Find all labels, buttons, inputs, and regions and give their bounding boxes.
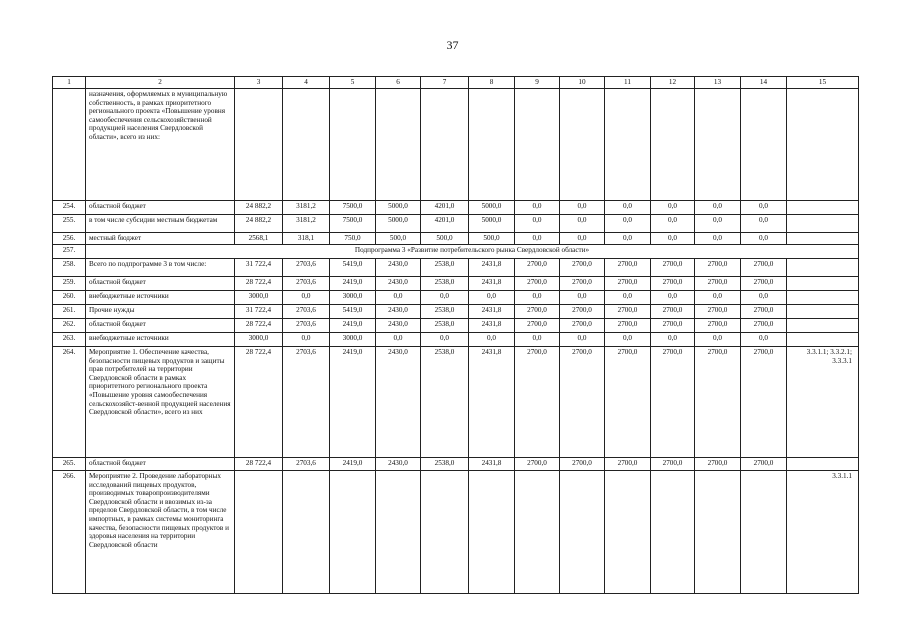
table-row bbox=[53, 89, 859, 201]
value-cell: 2700,0 bbox=[605, 305, 651, 319]
value-cell: 2700,0 bbox=[695, 458, 741, 471]
value-cell: 4201,0 bbox=[421, 201, 469, 215]
value-cell: 0,0 bbox=[560, 201, 605, 215]
value-cell: 2700,0 bbox=[651, 458, 695, 471]
value-cell: 2700,0 bbox=[741, 259, 787, 277]
row-number-cell: 255. bbox=[53, 215, 86, 233]
value-cell: 500,0 bbox=[376, 233, 421, 245]
value-cell: 500,0 bbox=[421, 233, 469, 245]
value-cell: 3000,0 bbox=[235, 333, 283, 347]
value-cell: 2430,0 bbox=[376, 347, 421, 458]
column-number-cell: 4 bbox=[283, 77, 330, 89]
description-cell: внебюджетные источники bbox=[86, 291, 235, 305]
value-cell: 2700,0 bbox=[515, 259, 560, 277]
column-number-cell: 9 bbox=[515, 77, 560, 89]
row-number-cell: 254. bbox=[53, 201, 86, 215]
value-cell: 2538,0 bbox=[421, 347, 469, 458]
value-cell: 2700,0 bbox=[515, 347, 560, 458]
value-cell: 2538,0 bbox=[421, 319, 469, 333]
value-cell: 2700,0 bbox=[605, 458, 651, 471]
description-cell: Мероприятие 2. Проведение лабораторных исследований пищевых продуктов, производимых товаропроизводителями Свердловской области и ввозимых из-за пределов Свердловской области, в том числе импортных, в рамках системы мониторинга качества, безопасности пищевых продуктов и здоровья населения на территории Свердловской области bbox=[86, 471, 235, 594]
value-cell: 2568,1 bbox=[235, 233, 283, 245]
value-cell: 0,0 bbox=[605, 291, 651, 305]
value-cell: 0,0 bbox=[560, 233, 605, 245]
value-cell: 0,0 bbox=[560, 215, 605, 233]
value-cell: 31 722,4 bbox=[235, 259, 283, 277]
value-cell: 2538,0 bbox=[421, 259, 469, 277]
table-row bbox=[53, 215, 859, 233]
value-cell: 0,0 bbox=[741, 333, 787, 347]
value-cell: 0,0 bbox=[515, 291, 560, 305]
value-cell: 2703,6 bbox=[283, 305, 330, 319]
value-cell: 2700,0 bbox=[651, 347, 695, 458]
value-cell: 31 722,4 bbox=[235, 305, 283, 319]
description-cell: областной бюджет bbox=[86, 201, 235, 215]
target-code-cell bbox=[787, 215, 859, 233]
row-number-cell bbox=[53, 89, 86, 201]
value-cell: 2700,0 bbox=[651, 319, 695, 333]
row-number-cell: 265. bbox=[53, 458, 86, 471]
description-cell: местный бюджет bbox=[86, 233, 235, 245]
value-cell: 2431,8 bbox=[469, 259, 515, 277]
value-cell: 2700,0 bbox=[741, 347, 787, 458]
description-cell: Всего по подпрограмме 3 в том числе: bbox=[86, 259, 235, 277]
target-code-cell bbox=[787, 333, 859, 347]
value-cell: 0,0 bbox=[695, 233, 741, 245]
value-cell: 0,0 bbox=[605, 201, 651, 215]
value-cell: 0,0 bbox=[651, 201, 695, 215]
value-cell: 24 882,2 bbox=[235, 201, 283, 215]
value-cell: 2700,0 bbox=[560, 319, 605, 333]
value-cell: 2700,0 bbox=[651, 305, 695, 319]
value-cell bbox=[235, 89, 283, 201]
value-cell: 5000,0 bbox=[376, 201, 421, 215]
column-number-cell: 10 bbox=[560, 77, 605, 89]
column-number-cell: 11 bbox=[605, 77, 651, 89]
table-row bbox=[53, 319, 859, 333]
target-code-cell bbox=[787, 259, 859, 277]
value-cell: 2700,0 bbox=[695, 347, 741, 458]
column-number-row bbox=[53, 77, 859, 89]
value-cell: 2700,0 bbox=[560, 305, 605, 319]
value-cell: 0,0 bbox=[515, 215, 560, 233]
column-number-cell: 14 bbox=[741, 77, 787, 89]
row-number-cell: 261. bbox=[53, 305, 86, 319]
row-number-cell: 262. bbox=[53, 319, 86, 333]
value-cell: 2700,0 bbox=[560, 259, 605, 277]
value-cell: 2431,8 bbox=[469, 319, 515, 333]
value-cell: 5419,0 bbox=[330, 305, 376, 319]
value-cell: 0,0 bbox=[695, 201, 741, 215]
value-cell: 4201,0 bbox=[421, 215, 469, 233]
value-cell: 2700,0 bbox=[605, 259, 651, 277]
value-cell: 3000,0 bbox=[235, 291, 283, 305]
value-cell: 5000,0 bbox=[376, 215, 421, 233]
value-cell: 0,0 bbox=[651, 291, 695, 305]
target-code-cell: 3.3.1.1; 3.3.2.1; 3.3.3.1 bbox=[787, 347, 859, 458]
column-number-cell: 8 bbox=[469, 77, 515, 89]
value-cell: 318,1 bbox=[283, 233, 330, 245]
value-cell: 2700,0 bbox=[741, 319, 787, 333]
value-cell: 2700,0 bbox=[695, 259, 741, 277]
value-cell: 0,0 bbox=[651, 215, 695, 233]
value-cell: 2700,0 bbox=[741, 305, 787, 319]
value-cell: 0,0 bbox=[515, 233, 560, 245]
value-cell bbox=[469, 89, 515, 201]
value-cell: 24 882,2 bbox=[235, 215, 283, 233]
value-cell: 5000,0 bbox=[469, 215, 515, 233]
column-number-cell: 13 bbox=[695, 77, 741, 89]
value-cell: 2700,0 bbox=[515, 458, 560, 471]
target-code-cell bbox=[787, 458, 859, 471]
value-cell: 2703,6 bbox=[283, 277, 330, 291]
row-number-cell: 258. bbox=[53, 259, 86, 277]
value-cell: 2703,6 bbox=[283, 259, 330, 277]
description-cell: в том числе субсидии местным бюджетам bbox=[86, 215, 235, 233]
column-number-cell: 7 bbox=[421, 77, 469, 89]
description-cell: внебюджетные источники bbox=[86, 333, 235, 347]
table-row bbox=[53, 277, 859, 291]
value-cell: 2700,0 bbox=[695, 319, 741, 333]
value-cell: 2700,0 bbox=[741, 277, 787, 291]
value-cell bbox=[421, 471, 469, 594]
value-cell: 3000,0 bbox=[330, 333, 376, 347]
value-cell: 2538,0 bbox=[421, 458, 469, 471]
value-cell: 0,0 bbox=[695, 215, 741, 233]
value-cell: 7500,0 bbox=[330, 215, 376, 233]
target-code-cell: 3.3.1.1 bbox=[787, 471, 859, 594]
value-cell bbox=[376, 471, 421, 594]
value-cell: 0,0 bbox=[560, 291, 605, 305]
value-cell: 0,0 bbox=[376, 333, 421, 347]
value-cell bbox=[605, 471, 651, 594]
value-cell bbox=[283, 471, 330, 594]
value-cell: 2419,0 bbox=[330, 277, 376, 291]
target-code-cell bbox=[787, 233, 859, 245]
description-cell: Мероприятие 1. Обеспечение качества, безопасности пищевых продуктов и защиты прав потребителей на территории Свердловской области в рамках приоритетного регионального проекта «Повышение уровня самообеспечения сельскохозяйст-венной продукцией населения Свердловской области», всего из них bbox=[86, 347, 235, 458]
description-cell: областной бюджет bbox=[86, 458, 235, 471]
table-row bbox=[53, 291, 859, 305]
section-title-cell: Подпрограмма 3 «Развитие потребительского рынка Свердловской области» bbox=[86, 245, 859, 259]
table-row bbox=[53, 458, 859, 471]
row-number-cell: 256. bbox=[53, 233, 86, 245]
value-cell: 0,0 bbox=[695, 333, 741, 347]
value-cell: 2703,6 bbox=[283, 319, 330, 333]
value-cell: 5000,0 bbox=[469, 201, 515, 215]
table-body bbox=[53, 77, 859, 594]
table-row bbox=[53, 201, 859, 215]
value-cell: 2430,0 bbox=[376, 305, 421, 319]
row-number-cell: 257. bbox=[53, 245, 86, 259]
value-cell: 0,0 bbox=[605, 215, 651, 233]
table-row bbox=[53, 233, 859, 245]
value-cell: 2703,6 bbox=[283, 347, 330, 458]
value-cell: 0,0 bbox=[741, 233, 787, 245]
target-code-cell bbox=[787, 201, 859, 215]
value-cell: 0,0 bbox=[741, 215, 787, 233]
value-cell: 2700,0 bbox=[515, 319, 560, 333]
value-cell: 28 722,4 bbox=[235, 347, 283, 458]
row-number-cell: 260. bbox=[53, 291, 86, 305]
value-cell: 2700,0 bbox=[515, 305, 560, 319]
value-cell: 2700,0 bbox=[651, 259, 695, 277]
target-code-cell bbox=[787, 89, 859, 201]
value-cell bbox=[695, 471, 741, 594]
value-cell: 0,0 bbox=[469, 291, 515, 305]
value-cell bbox=[330, 89, 376, 201]
value-cell: 2700,0 bbox=[560, 458, 605, 471]
column-number-cell: 3 bbox=[235, 77, 283, 89]
value-cell: 2430,0 bbox=[376, 319, 421, 333]
column-number-cell: 12 bbox=[651, 77, 695, 89]
value-cell: 2700,0 bbox=[605, 277, 651, 291]
value-cell bbox=[651, 89, 695, 201]
value-cell bbox=[376, 89, 421, 201]
value-cell bbox=[515, 471, 560, 594]
value-cell: 0,0 bbox=[515, 333, 560, 347]
description-cell: областной бюджет bbox=[86, 319, 235, 333]
value-cell: 0,0 bbox=[283, 291, 330, 305]
table-row bbox=[53, 305, 859, 319]
description-cell: назначения, оформляемых в муниципальную собственность, в рамках приоритетного регионального проекта «Повышение уровня самообеспечения сельскохозяйственной продукцией населения Свердловской области», всего из них: bbox=[86, 89, 235, 201]
value-cell: 3181,2 bbox=[283, 215, 330, 233]
description-cell: Прочие нужды bbox=[86, 305, 235, 319]
value-cell bbox=[605, 89, 651, 201]
row-number-cell: 266. bbox=[53, 471, 86, 594]
value-cell: 2419,0 bbox=[330, 458, 376, 471]
value-cell: 0,0 bbox=[283, 333, 330, 347]
value-cell: 0,0 bbox=[421, 291, 469, 305]
target-code-cell bbox=[787, 291, 859, 305]
value-cell bbox=[515, 89, 560, 201]
value-cell bbox=[560, 471, 605, 594]
value-cell: 28 722,4 bbox=[235, 277, 283, 291]
column-number-cell: 2 bbox=[86, 77, 235, 89]
value-cell: 2431,8 bbox=[469, 347, 515, 458]
row-number-cell: 264. bbox=[53, 347, 86, 458]
value-cell bbox=[695, 89, 741, 201]
column-number-cell: 1 bbox=[53, 77, 86, 89]
value-cell: 2431,8 bbox=[469, 277, 515, 291]
value-cell: 3181,2 bbox=[283, 201, 330, 215]
value-cell: 2431,8 bbox=[469, 458, 515, 471]
column-number-cell: 5 bbox=[330, 77, 376, 89]
value-cell: 2538,0 bbox=[421, 277, 469, 291]
value-cell: 2700,0 bbox=[560, 347, 605, 458]
target-code-cell bbox=[787, 319, 859, 333]
value-cell: 750,0 bbox=[330, 233, 376, 245]
value-cell: 2700,0 bbox=[695, 305, 741, 319]
value-cell: 2430,0 bbox=[376, 458, 421, 471]
value-cell: 0,0 bbox=[605, 233, 651, 245]
table-row bbox=[53, 347, 859, 458]
value-cell: 2700,0 bbox=[651, 277, 695, 291]
value-cell: 2430,0 bbox=[376, 259, 421, 277]
value-cell: 3000,0 bbox=[330, 291, 376, 305]
value-cell: 0,0 bbox=[421, 333, 469, 347]
value-cell: 2430,0 bbox=[376, 277, 421, 291]
value-cell: 2431,8 bbox=[469, 305, 515, 319]
value-cell: 2700,0 bbox=[605, 319, 651, 333]
value-cell: 0,0 bbox=[741, 201, 787, 215]
value-cell: 0,0 bbox=[695, 291, 741, 305]
value-cell: 2419,0 bbox=[330, 319, 376, 333]
value-cell bbox=[421, 89, 469, 201]
value-cell bbox=[741, 89, 787, 201]
value-cell: 0,0 bbox=[651, 233, 695, 245]
value-cell: 2700,0 bbox=[695, 277, 741, 291]
value-cell: 2538,0 bbox=[421, 305, 469, 319]
column-number-cell: 6 bbox=[376, 77, 421, 89]
column-number-cell: 15 bbox=[787, 77, 859, 89]
value-cell bbox=[469, 471, 515, 594]
value-cell: 0,0 bbox=[605, 333, 651, 347]
value-cell: 0,0 bbox=[651, 333, 695, 347]
description-cell: областной бюджет bbox=[86, 277, 235, 291]
value-cell: 0,0 bbox=[515, 201, 560, 215]
value-cell bbox=[235, 471, 283, 594]
value-cell: 2419,0 bbox=[330, 347, 376, 458]
row-number-cell: 263. bbox=[53, 333, 86, 347]
value-cell: 2700,0 bbox=[515, 277, 560, 291]
value-cell: 5419,0 bbox=[330, 259, 376, 277]
row-number-cell: 259. bbox=[53, 277, 86, 291]
value-cell: 0,0 bbox=[741, 291, 787, 305]
value-cell bbox=[330, 471, 376, 594]
value-cell bbox=[283, 89, 330, 201]
page-number: 37 bbox=[446, 38, 459, 52]
value-cell: 28 722,4 bbox=[235, 458, 283, 471]
table-row bbox=[53, 333, 859, 347]
value-cell: 28 722,4 bbox=[235, 319, 283, 333]
table-row bbox=[53, 245, 859, 259]
value-cell: 500,0 bbox=[469, 233, 515, 245]
value-cell: 2703,6 bbox=[283, 458, 330, 471]
value-cell bbox=[560, 89, 605, 201]
value-cell: 0,0 bbox=[469, 333, 515, 347]
value-cell bbox=[741, 471, 787, 594]
value-cell bbox=[651, 471, 695, 594]
value-cell: 0,0 bbox=[376, 291, 421, 305]
value-cell: 2700,0 bbox=[560, 277, 605, 291]
table-row bbox=[53, 471, 859, 594]
value-cell: 2700,0 bbox=[605, 347, 651, 458]
value-cell: 7500,0 bbox=[330, 201, 376, 215]
table-row bbox=[53, 259, 859, 277]
budget-table bbox=[52, 76, 859, 594]
target-code-cell bbox=[787, 277, 859, 291]
target-code-cell bbox=[787, 305, 859, 319]
value-cell: 0,0 bbox=[560, 333, 605, 347]
value-cell: 2700,0 bbox=[741, 458, 787, 471]
